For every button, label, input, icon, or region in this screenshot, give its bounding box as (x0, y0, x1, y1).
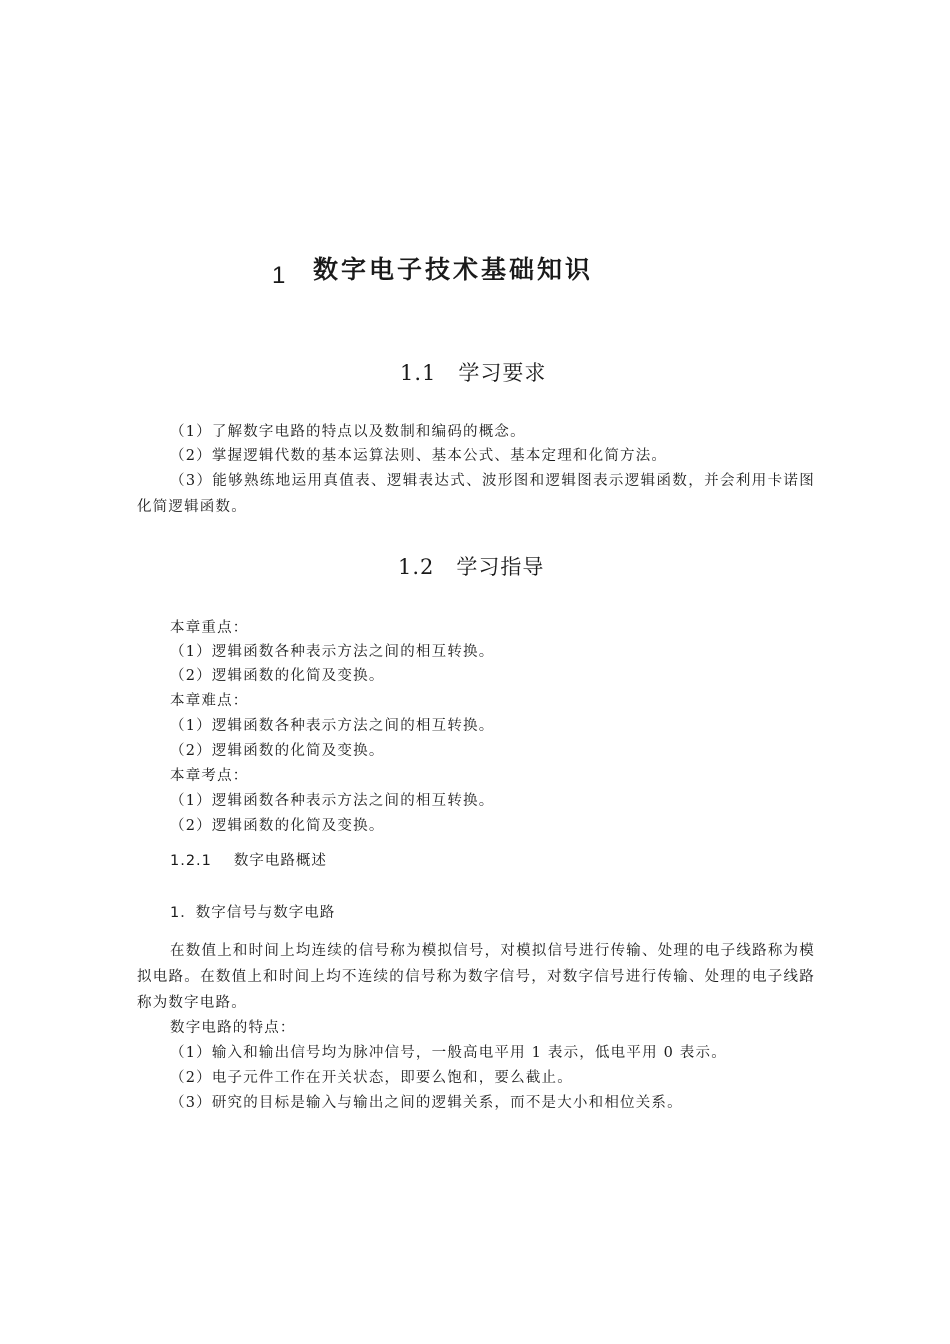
feature-item-2: （2）电子元件工作在开关状态，即要么饱和，要么截止。 (170, 1070, 573, 1086)
requirement-item-2: （2）掌握逻辑代数的基本运算法则、基本公式、基本定理和化简方法。 (170, 448, 668, 464)
section-title: 学习要求 (458, 361, 547, 385)
section-1-2-heading (398, 551, 544, 581)
intro-paragraph: 在数值上和时间上均连续的信号称为模拟信号，对模拟信号进行传输、处理的电子线路称为模拟电路。在数值上和时间上均不连续的信号称为数字信号，对数字信号进行传输、处理的电子线路称为数字电路。 (137, 943, 815, 1011)
key-points-label: 本章重点： (170, 620, 249, 636)
intro-paragraph-block (137, 938, 815, 1016)
key-point-item-2: （2）逻辑函数的化简及变换。 (170, 668, 385, 684)
subsection-1-2-1-heading (170, 849, 327, 870)
section-number: 1.1 (400, 361, 437, 385)
topic-1-heading: 1．数字信号与数字电路 (170, 905, 336, 921)
exam-point-item-1: （1）逻辑函数各种表示方法之间的相互转换。 (170, 793, 495, 809)
key-point-item-1: （1）逻辑函数各种表示方法之间的相互转换。 (170, 644, 495, 660)
chapter-title: 数字电子技术基础知识 (313, 255, 594, 284)
feature-item-3: （3）研究的目标是输入与输出之间的逻辑关系，而不是大小和相位关系。 (170, 1095, 683, 1111)
exam-points-label: 本章考点： (170, 768, 249, 784)
features-label: 数字电路的特点： (170, 1020, 296, 1036)
exam-point-item-2: （2）逻辑函数的化简及变换。 (170, 818, 385, 834)
chapter-number: 1 (272, 262, 286, 289)
section-1-1-heading (400, 357, 546, 387)
requirement-item-3-block (137, 468, 815, 520)
subsection-title: 数字电路概述 (233, 853, 327, 869)
difficult-points-label: 本章难点： (170, 693, 249, 709)
requirement-item-3: （3）能够熟练地运用真值表、逻辑表达式、波形图和逻辑图表示逻辑函数，并会利用卡诺图化简逻辑函数。 (137, 473, 815, 515)
feature-item-1: （1）输入和输出信号均为脉冲信号，一般高电平用 1 表示，低电平用 0 表示。 (170, 1045, 727, 1061)
difficult-point-item-1: （1）逻辑函数各种表示方法之间的相互转换。 (170, 718, 495, 734)
section-title: 学习指导 (456, 555, 545, 579)
subsection-number: 1.2.1 (170, 853, 212, 869)
requirement-item-1: （1）了解数字电路的特点以及数制和编码的概念。 (170, 424, 526, 440)
difficult-point-item-2: （2）逻辑函数的化简及变换。 (170, 743, 385, 759)
section-number: 1.2 (398, 555, 435, 579)
